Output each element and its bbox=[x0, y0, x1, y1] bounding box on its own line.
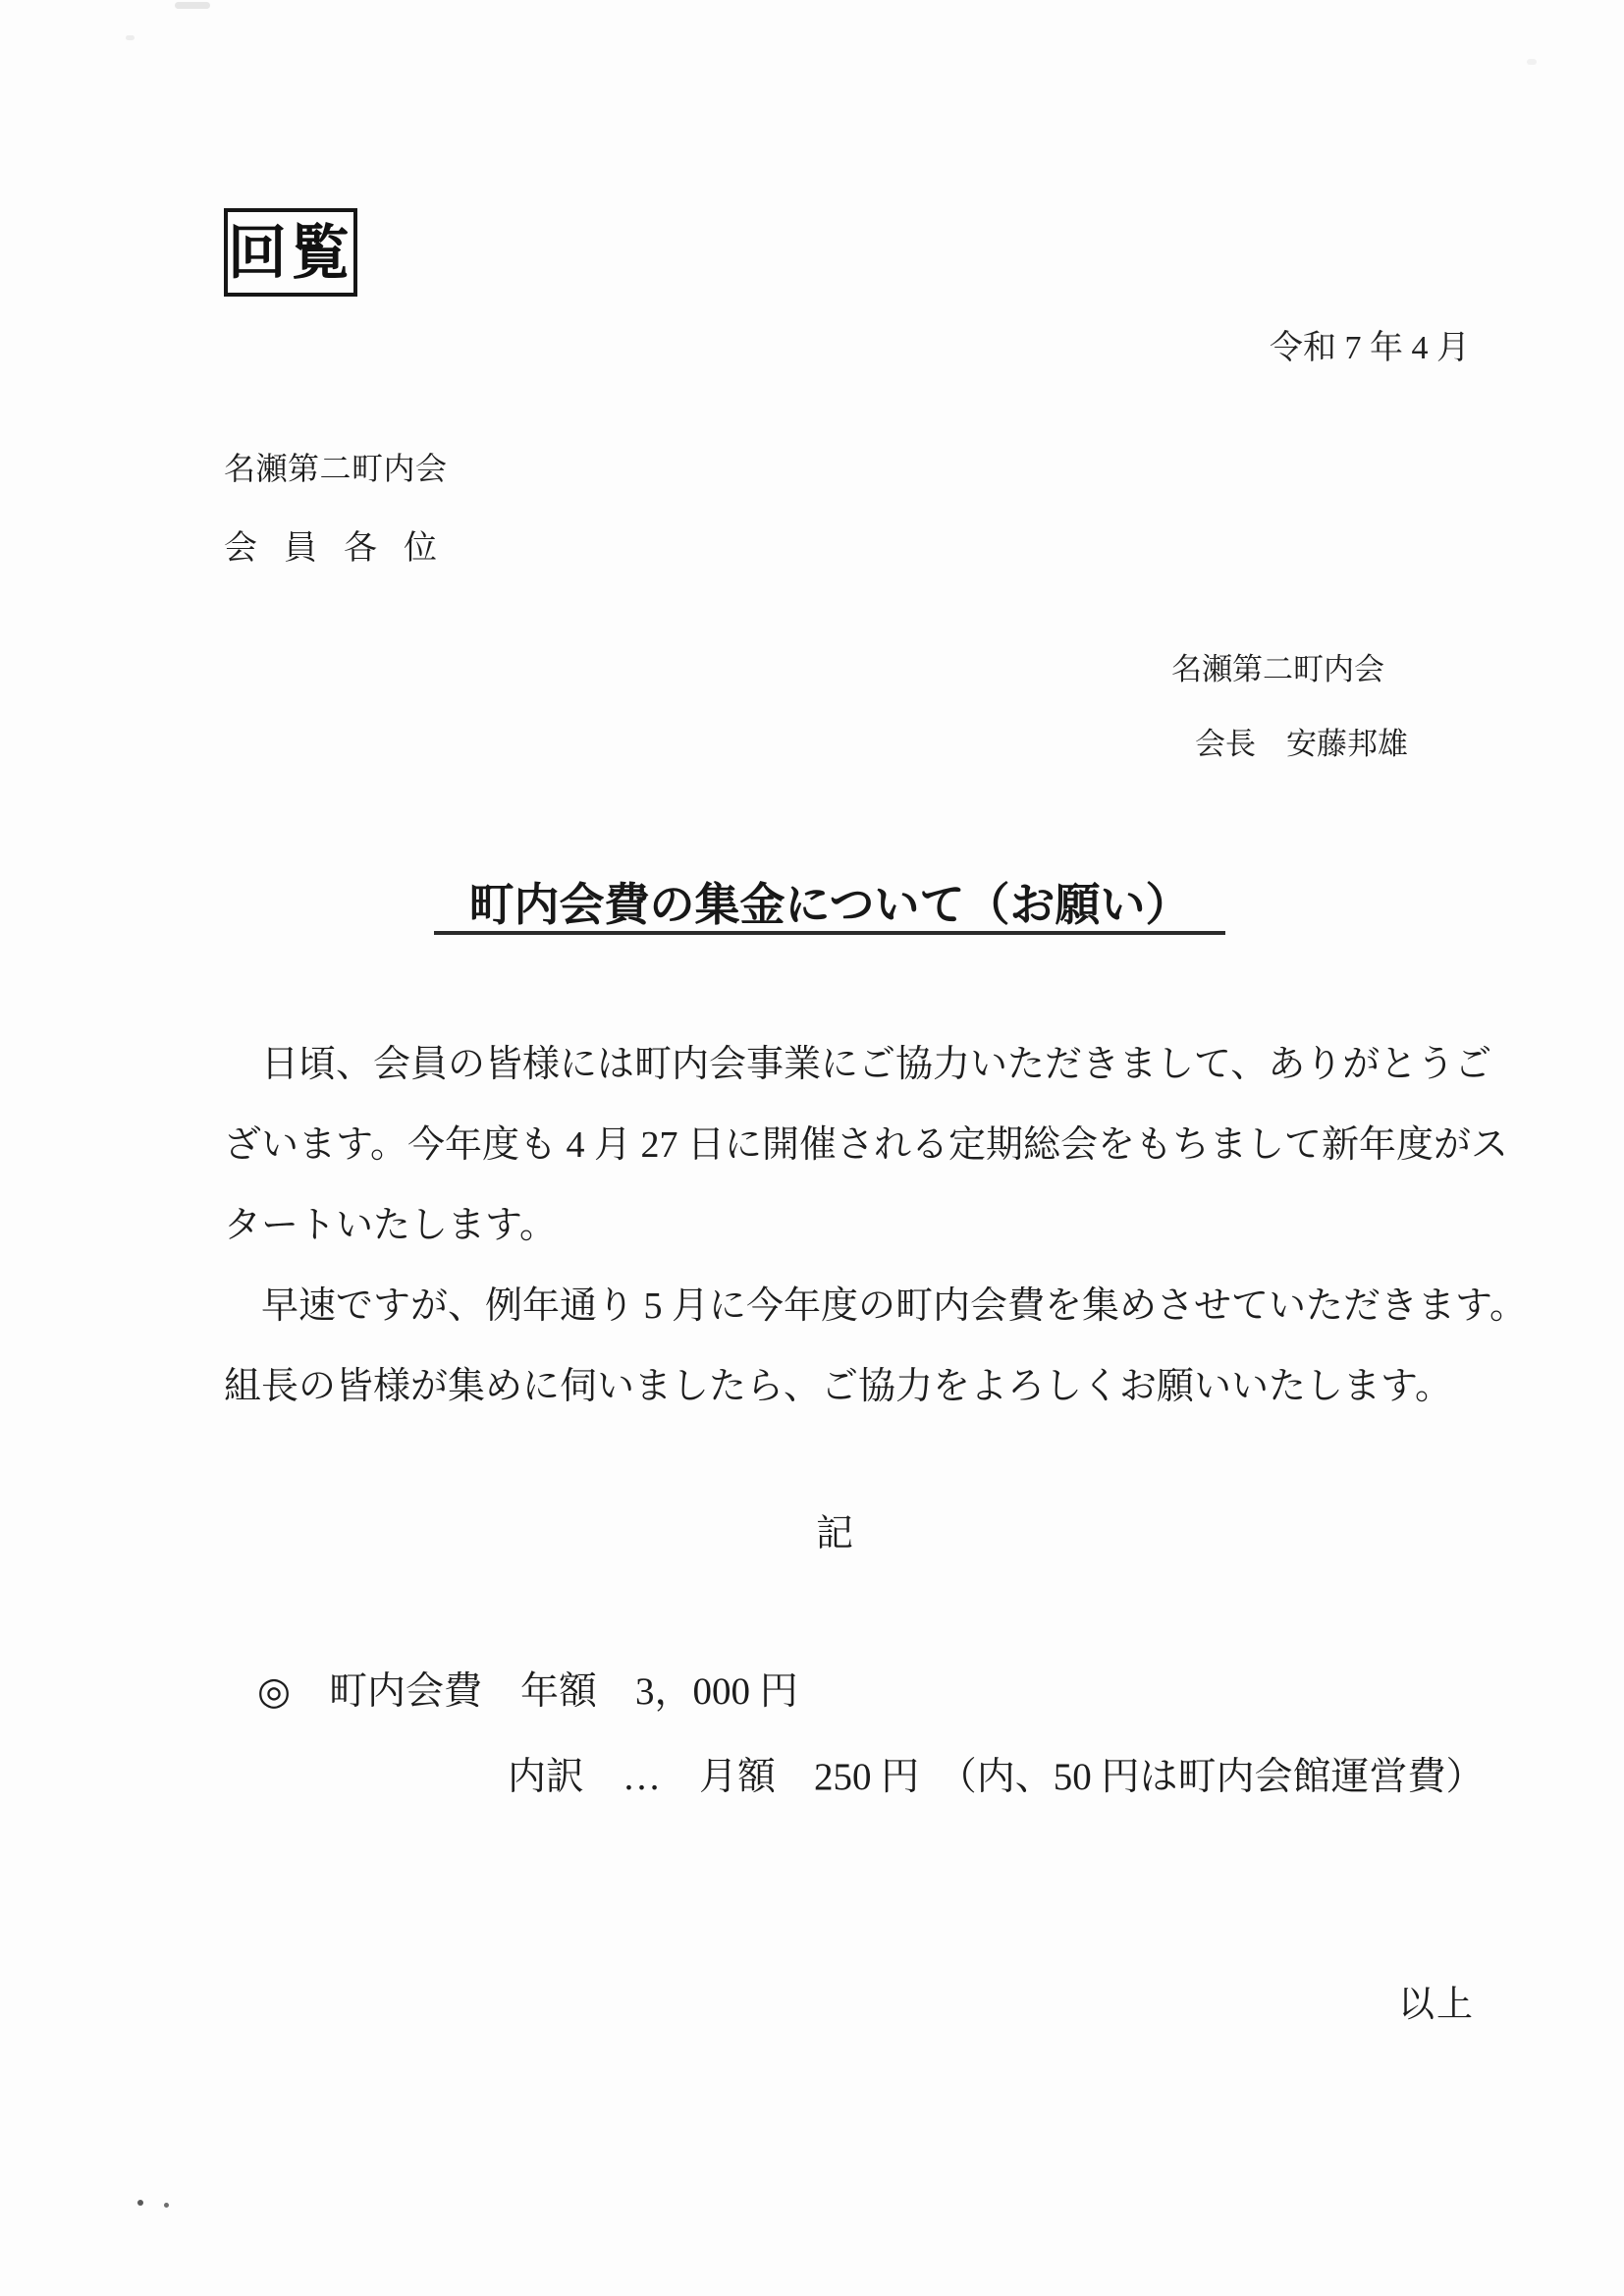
sender-chairperson: 会長 安藤邦雄 bbox=[1195, 727, 1408, 761]
scan-smudge bbox=[1527, 59, 1537, 65]
body-line-2: ざいます。今年度も 4 月 27 日に開催される定期総会をもちまして新年度がス bbox=[224, 1124, 1508, 1166]
body-line-1: 日頃、会員の皆様には町内会事業にご協力いただきまして、ありがとうご bbox=[224, 1044, 1492, 1085]
circulation-stamp-label: 回覧 bbox=[228, 221, 353, 286]
sender-organization: 名瀬第二町内会 bbox=[1171, 652, 1384, 686]
scan-smudge bbox=[175, 2, 210, 9]
note-marker: 記 bbox=[815, 1513, 853, 1555]
body-line-5: 組長の皆様が集めに伺いましたら、ご協力をよろしくお願いいたします。 bbox=[224, 1366, 1452, 1407]
issue-date: 令和 7 年 4 月 bbox=[1270, 330, 1470, 366]
closing-word: 以上 bbox=[1398, 1985, 1475, 2025]
scan-speck bbox=[137, 2200, 143, 2206]
scan-speck bbox=[164, 2203, 169, 2208]
fee-breakdown-line: 内訳 … 月額 250 円 （内、50 円は町内会館運営費） bbox=[508, 1756, 1485, 1798]
body-line-4: 早速ですが、例年通り 5 月に今年度の町内会費を集めさせていただきます。 bbox=[224, 1285, 1527, 1327]
addressee-members: 会員各位 bbox=[224, 530, 463, 567]
fee-annual-line: ◎ 町内会費 年額 3，000 円 bbox=[257, 1670, 798, 1713]
body-line-3: タートいたします。 bbox=[224, 1205, 557, 1246]
addressee-organization: 名瀬第二町内会 bbox=[224, 451, 448, 486]
circulation-stamp bbox=[224, 208, 357, 297]
scan-smudge bbox=[126, 35, 135, 40]
document-title: 町内会費の集金について（お願い） bbox=[434, 878, 1225, 935]
